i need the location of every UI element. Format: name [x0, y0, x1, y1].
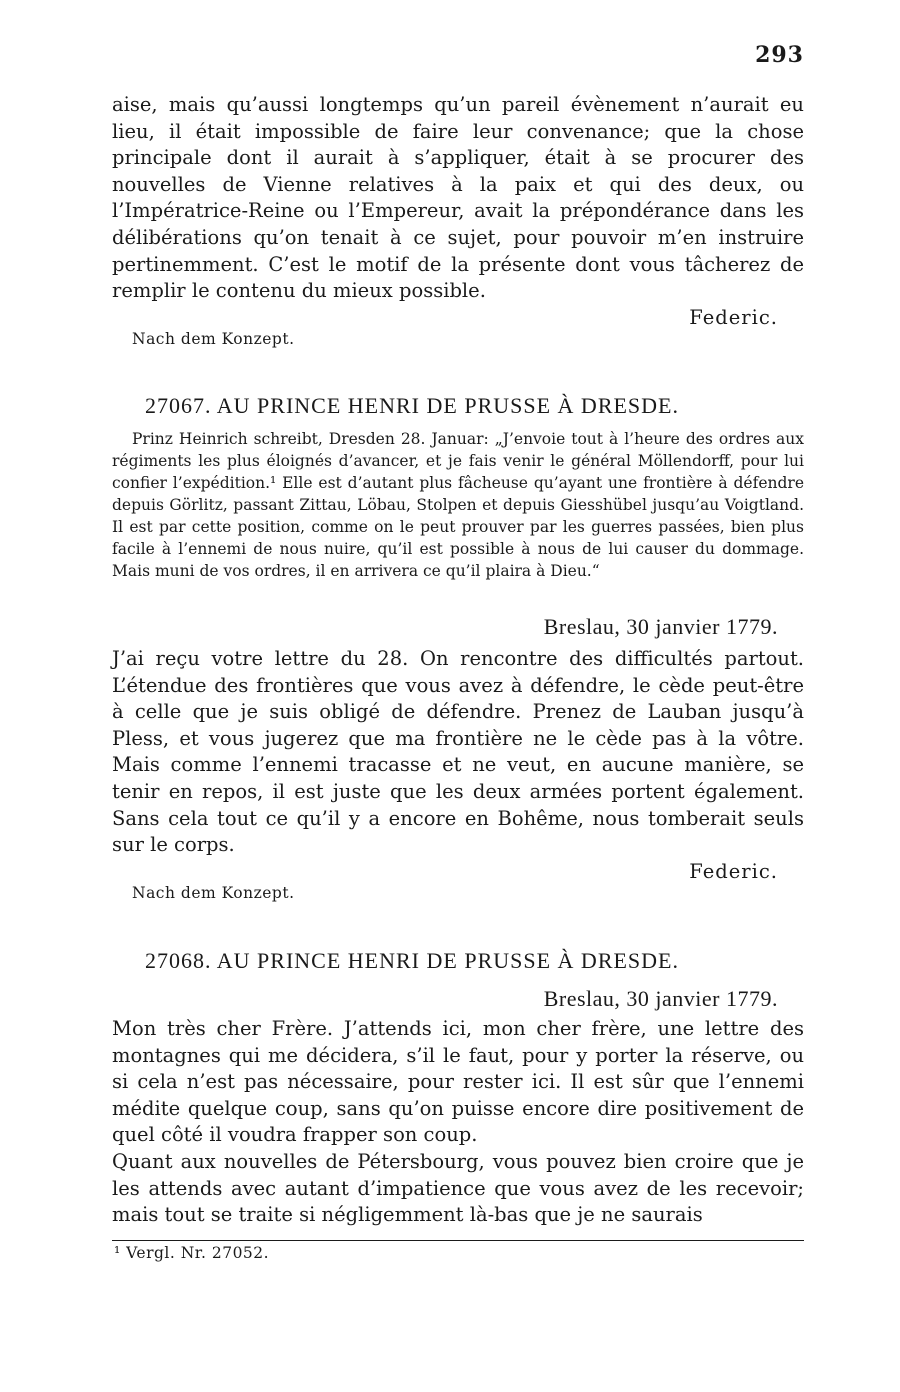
footnote-divider: [112, 1240, 804, 1241]
letter-body-paragraph: J’ai reçu votre lettre du 28. On rencontre des difficultés partout. L’étendue des frontières que vous avez à défendre, le cède peut-être à celle que je suis obligé de défendre. Prenez de Lauban jusqu’à Pless, et vous jugerez que ma frontière ne le cède pas à la vôtre. Mais comme l’ennemi tracasse et ne veut, en aucune manière, se tenir en repos, il est juste que les deux armées portent également. Sans cela tout ce qu’il y a encore en Bohême, nous tomberait seuls sur le corps.: [112, 647, 804, 857]
footnote: ¹ Vergl. Nr. 27052.: [114, 1244, 270, 1262]
letter-body-paragraph: Mon très cher Frère. J’attends ici, mon cher frère, une lettre des montagnes qui me décidera, s’il le faut, pour y porter la réserve, ou si cela n’est pas nécessaire, pour rester ici. Il est sûr que l’ennemi médite quelque coup, sans qu’on puisse encore dire positivement de quel côté il voudra frapper son coup.: [112, 1017, 804, 1147]
letter-body-block: [112, 646, 804, 859]
letter-dateline: Breslau, 30 janvier 1779.: [543, 986, 778, 1011]
letter-body-paragraph: Quant aux nouvelles de Pétersbourg, vous pouvez bien croire que je les attends avec autant d’impatience que vous avez de les recevoir; mais tout se traite si négligemment là-bas que je ne saurais: [112, 1149, 804, 1227]
letter-dateline: Breslau, 30 janvier 1779.: [543, 614, 778, 639]
letter-summary: Prinz Heinrich schreibt, Dresden 28. Januar: „J’envoie tout à l’heure des ordres aux régiments les plus éloignés d’avancer, et je fais venir le général Möllendorff, pour lui confier l’expédition.¹ Elle est d’autant plus fâcheuse qu’ayant une frontière à défendre depuis Görlitz, passant Zittau, Löbau, Stolpen et depuis Giesshübel jusqu’au Voigtland. Il est par cette position, comme on le peut prouver par les guerres passées, bien plus facile à l’ennemi de nous nuire, qu’il est possible à nous de lui causer du dommage. Mais muni de vos ordres, il en arrivera ce qu’il plaira à Dieu.“: [112, 430, 804, 580]
continuation-paragraph: aise, mais qu’aussi longtemps qu’un pareil évènement n’aurait eu lieu, il était impossible de faire leur convenance; que la chose principale dont il aurait à s’appliquer, était à se procurer des nouvelles de Vienne relatives à la paix et qui des deux, ou l’Impératrice-Reine ou l’Empereur, avait la prépondérance dans les délibérations qu’on tenait à ce sujet, pour pouvoir m’en instruire pertinemment. C’est le motif de la présente dont vous tâcherez de remplir le contenu du mieux possible.: [112, 93, 804, 303]
letter-body-block: [112, 1016, 804, 1229]
letter-heading: 27068. AU PRINCE HENRI DE PRUSSE À DRESDE.: [145, 948, 679, 973]
signature: Federic.: [689, 860, 778, 883]
page-number: 293: [755, 42, 804, 68]
source-note: Nach dem Konzept.: [132, 884, 295, 902]
signature: Federic.: [689, 306, 778, 329]
source-note: Nach dem Konzept.: [132, 330, 295, 348]
continuation-text-block: [112, 92, 804, 305]
letter-heading: 27067. AU PRINCE HENRI DE PRUSSE À DRESDE.: [145, 393, 679, 418]
